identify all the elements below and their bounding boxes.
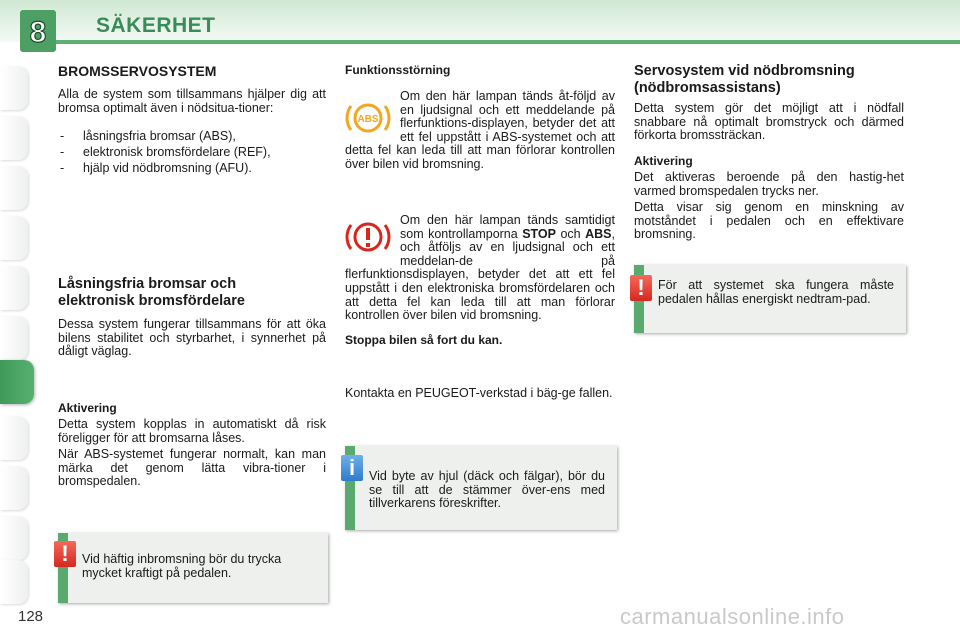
servo-activation-heading: Aktivering xyxy=(634,154,693,168)
abs-lamp-label: ABS xyxy=(357,114,379,125)
chapter-tab-2[interactable] xyxy=(0,116,28,160)
brake-assist-list xyxy=(58,128,326,176)
header-rule xyxy=(48,40,960,44)
warning-note-text: Vid häftig inbromsning bör du trycka mycket kraftigt på pedalen. xyxy=(82,552,282,580)
exclamation-icon: ! xyxy=(54,541,76,567)
servo-heading-line1: Servosystem vid nödbromsning xyxy=(634,63,855,79)
exclamation-icon: ! xyxy=(630,275,652,301)
abs-description: Dessa system fungerar tillsammans för att öka bilens stabilitet och styrbarhet, i synnerhet på dåligt väglag. xyxy=(58,317,326,359)
chapter-tab-3[interactable] xyxy=(0,166,28,210)
servo-description: Detta system gör det möjligt att i nödfall snabbare nå optimalt bromstryck och därmed förkorta bromssträckan. xyxy=(634,101,904,143)
activation-text-2: När ABS-systemet fungerar normalt, kan man märka det genom lätta vibra-tioner i bromspedalen. xyxy=(58,447,326,489)
warning-note-servo xyxy=(634,265,906,333)
abs-lamp-description xyxy=(345,90,615,172)
chapter-tab-11[interactable] xyxy=(0,516,28,560)
watermark: carmanualsonline.info xyxy=(620,604,845,629)
list-item: - hjälp vid nödbromsning (AFU). xyxy=(58,160,326,176)
stop-lamp-text-b: , och åtföljs av en ljudsignal och ett meddelan-de på flerfunktionsdisplayen, betyder det att ett fel uppstått i den elektroniska bromsfördelaren och att detta fel kan leda till att man förlorar kontrollen över bilen vid bromsning. xyxy=(345,226,615,323)
contact-text: Kontakta en PEUGEOT-verkstad i bäg-ge fallen. xyxy=(345,386,613,400)
chapter-tab-6[interactable] xyxy=(0,316,28,360)
stop-lamp-description xyxy=(345,214,615,323)
stop-lamp-text-a: Om den här lampan tänds samtidigt som kontrollamporna xyxy=(400,213,615,241)
brake-assist-intro: Alla de system som tillsammans hjälper dig att bromsa optimalt även i nödsitua-tioner: xyxy=(58,87,326,115)
brake-assist-heading: BROMSSERVOSYSTEM xyxy=(58,63,217,79)
and-word: och xyxy=(560,226,581,241)
list-item: - elektronisk bromsfördelare (REF), xyxy=(58,144,326,160)
chapter-tab-4[interactable] xyxy=(0,216,28,260)
chapter-tab-12[interactable] xyxy=(0,560,28,604)
abs-heading xyxy=(58,276,326,310)
abs-heading-line2: elektronisk bromsfördelare xyxy=(58,293,245,309)
chapter-number: 8 xyxy=(29,16,47,49)
page-number: 128 xyxy=(18,608,44,625)
activation-text-1: Detta system kopplas in automatiskt då risk föreligger för att bromsarna låses. xyxy=(58,417,326,445)
chapter-tab-9[interactable] xyxy=(0,416,28,460)
servo-heading-line2: (nödbromsassistans) xyxy=(634,80,781,96)
warning-note-braking xyxy=(58,533,328,603)
chapter-tab-8-active[interactable] xyxy=(0,360,34,404)
servo-activation-text-2: Detta visar sig genom en minskning av motståndet i pedalen och en effektivare bromsning. xyxy=(634,200,904,242)
abs-lamp-text: Om den här lampan tänds åt-följd av en ljudsignal och ett meddelande på flerfunktions-displayen, betyder det att ett fel uppstått i ABS-systemet och att detta fel kan leda till att man förlorar kontrollen över bilen vid bromsning. xyxy=(345,89,615,171)
page-title: SÄKERHET xyxy=(96,14,216,37)
activation-heading: Aktivering xyxy=(58,401,117,415)
chapter-tab-5[interactable] xyxy=(0,266,28,310)
servo-activation-text-1: Det aktiveras beroende på den hastig-het varmed bromspedalen trycks ner. xyxy=(634,170,904,198)
malfunction-heading: Funktionsstörning xyxy=(345,63,451,77)
stop-instruction: Stoppa bilen så fort du kan. xyxy=(345,333,503,347)
info-icon: i xyxy=(341,455,363,481)
servo-note-text: För att systemet ska fungera måste pedalen hållas energiskt nedtram-pad. xyxy=(658,278,894,306)
abs-word: ABS xyxy=(585,226,612,241)
chapter-tab-1[interactable] xyxy=(0,66,28,110)
abs-heading-line1: Låsningsfria bromsar och xyxy=(58,276,237,292)
list-item: - låsningsfria bromsar (ABS), xyxy=(58,128,326,144)
info-note-text: Vid byte av hjul (däck och fälgar), bör du se till att de stämmer över-ens med tillverkarens föreskrifter. xyxy=(369,469,605,511)
info-note-wheels xyxy=(345,446,617,530)
chapter-badge xyxy=(18,8,58,54)
servo-heading xyxy=(634,63,909,97)
stop-word: STOP xyxy=(522,226,556,241)
chapter-tab-10[interactable] xyxy=(0,466,28,510)
